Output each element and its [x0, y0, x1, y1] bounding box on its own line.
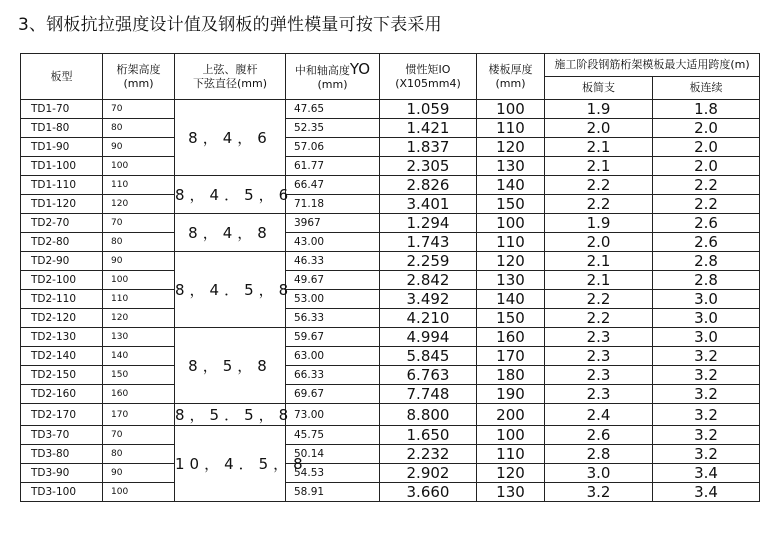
thickness-cell: 120: [477, 252, 545, 271]
table-row: [21, 157, 760, 176]
inertia-cell: 2.842: [380, 271, 477, 290]
truss-height-cell: 170: [103, 404, 175, 426]
continuous-span-cell: 3.0: [653, 328, 760, 347]
neutral-axis-cell: 58.91: [286, 483, 380, 502]
continuous-span-cell: 2.6: [653, 214, 760, 233]
model-cell: TD1-110: [21, 176, 103, 195]
truss-height-cell: 100: [103, 483, 175, 502]
inertia-cell: 6.763: [380, 366, 477, 385]
truss-height-cell: 120: [103, 309, 175, 328]
model-cell: TD2-160: [21, 385, 103, 404]
continuous-span-cell: 3.2: [653, 347, 760, 366]
continuous-span-cell: 3.2: [653, 366, 760, 385]
truss-height-cell: 110: [103, 290, 175, 309]
inertia-cell: 2.826: [380, 176, 477, 195]
neutral-axis-cell: 43.00: [286, 233, 380, 252]
model-cell: TD3-90: [21, 464, 103, 483]
neutral-axis-cell: 61.77: [286, 157, 380, 176]
truss-height-cell: 70: [103, 426, 175, 445]
truss-height-cell: 80: [103, 119, 175, 138]
simple-span-cell: 2.3: [545, 347, 653, 366]
header-thickness-unit: (mm): [495, 76, 526, 90]
model-cell: TD2-90: [21, 252, 103, 271]
thickness-cell: 160: [477, 328, 545, 347]
truss-height-cell: 140: [103, 347, 175, 366]
diameter-cell: 8，4．5，6: [175, 176, 286, 214]
inertia-cell: 5.845: [380, 347, 477, 366]
truss-height-cell: 130: [103, 328, 175, 347]
model-cell: TD2-70: [21, 214, 103, 233]
continuous-span-cell: 2.0: [653, 138, 760, 157]
table-row: [21, 119, 760, 138]
header-thickness-label: 楼板厚度: [488, 62, 533, 76]
inertia-cell: 3.660: [380, 483, 477, 502]
simple-span-cell: 2.2: [545, 195, 653, 214]
continuous-span-cell: 3.2: [653, 404, 760, 426]
inertia-cell: 2.902: [380, 464, 477, 483]
neutral-axis-cell: 66.47: [286, 176, 380, 195]
truss-height-cell: 100: [103, 157, 175, 176]
diameter-cell: 10，4．5，8: [175, 426, 286, 502]
truss-height-cell: 160: [103, 385, 175, 404]
thickness-cell: 100: [477, 426, 545, 445]
model-cell: TD1-120: [21, 195, 103, 214]
header-simple-support: 板简支: [545, 77, 653, 100]
thickness-cell: 130: [477, 157, 545, 176]
table-row: [21, 176, 760, 195]
header-y0-symbol: YO: [349, 59, 371, 78]
thickness-cell: 100: [477, 100, 545, 119]
truss-height-cell: 70: [103, 100, 175, 119]
table-row: [21, 483, 760, 502]
inertia-cell: 1.294: [380, 214, 477, 233]
simple-span-cell: 2.2: [545, 309, 653, 328]
continuous-span-cell: 2.0: [653, 119, 760, 138]
truss-height-cell: 90: [103, 252, 175, 271]
neutral-axis-cell: 71.18: [286, 195, 380, 214]
simple-span-cell: 2.8: [545, 445, 653, 464]
table-row: [21, 445, 760, 464]
continuous-span-cell: 3.2: [653, 426, 760, 445]
inertia-cell: 1.650: [380, 426, 477, 445]
header-truss-height: [103, 54, 175, 100]
model-cell: TD1-70: [21, 100, 103, 119]
truss-height-cell: 70: [103, 214, 175, 233]
neutral-axis-cell: 69.67: [286, 385, 380, 404]
continuous-span-cell: 3.4: [653, 464, 760, 483]
simple-span-cell: 2.0: [545, 119, 653, 138]
neutral-axis-cell: 49.67: [286, 271, 380, 290]
table-row: [21, 138, 760, 157]
table-row: [21, 214, 760, 233]
model-cell: TD3-100: [21, 483, 103, 502]
diameter-cell: 8，5，8: [175, 328, 286, 404]
table-row: [21, 309, 760, 328]
table-row: [21, 233, 760, 252]
neutral-axis-cell: 73.00: [286, 404, 380, 426]
simple-span-cell: 3.0: [545, 464, 653, 483]
neutral-axis-cell: 46.33: [286, 252, 380, 271]
continuous-span-cell: 2.2: [653, 176, 760, 195]
header-diameter: [175, 54, 286, 100]
continuous-span-cell: 2.2: [653, 195, 760, 214]
neutral-axis-cell: 47.65: [286, 100, 380, 119]
neutral-axis-cell: 3967: [286, 214, 380, 233]
continuous-span-cell: 2.6: [653, 233, 760, 252]
diameter-cell: 8，5．5，8: [175, 404, 286, 426]
truss-height-cell: 90: [103, 138, 175, 157]
inertia-cell: 2.305: [380, 157, 477, 176]
simple-span-cell: 2.3: [545, 385, 653, 404]
table-row: [21, 464, 760, 483]
table-row: [21, 385, 760, 404]
model-cell: TD2-80: [21, 233, 103, 252]
table-row: [21, 100, 760, 119]
thickness-cell: 200: [477, 404, 545, 426]
thickness-cell: 150: [477, 309, 545, 328]
continuous-span-cell: 3.0: [653, 309, 760, 328]
header-truss-height-unit: (mm): [123, 76, 154, 90]
thickness-cell: 120: [477, 138, 545, 157]
neutral-axis-cell: 54.53: [286, 464, 380, 483]
thickness-cell: 140: [477, 176, 545, 195]
simple-span-cell: 2.1: [545, 157, 653, 176]
neutral-axis-cell: 63.00: [286, 347, 380, 366]
table-row: [21, 271, 760, 290]
simple-span-cell: 2.2: [545, 290, 653, 309]
simple-span-cell: 2.1: [545, 252, 653, 271]
simple-span-cell: 2.1: [545, 138, 653, 157]
model-cell: TD3-70: [21, 426, 103, 445]
table-row: [21, 252, 760, 271]
diameter-cell: 8，4．5，8: [175, 252, 286, 328]
table-row: [21, 290, 760, 309]
model-cell: TD2-140: [21, 347, 103, 366]
thickness-cell: 110: [477, 119, 545, 138]
inertia-cell: 1.059: [380, 100, 477, 119]
inertia-cell: 1.743: [380, 233, 477, 252]
neutral-axis-cell: 66.33: [286, 366, 380, 385]
table-row: [21, 366, 760, 385]
continuous-span-cell: 3.2: [653, 385, 760, 404]
model-cell: TD2-150: [21, 366, 103, 385]
thickness-cell: 120: [477, 464, 545, 483]
model-cell: TD1-80: [21, 119, 103, 138]
diameter-cell: 8，4，6: [175, 100, 286, 176]
inertia-cell: 4.994: [380, 328, 477, 347]
truss-height-cell: 80: [103, 233, 175, 252]
simple-span-cell: 2.3: [545, 366, 653, 385]
continuous-span-cell: 3.2: [653, 445, 760, 464]
thickness-cell: 140: [477, 290, 545, 309]
header-thickness: [477, 54, 545, 100]
simple-span-cell: 1.9: [545, 214, 653, 233]
thickness-cell: 110: [477, 445, 545, 464]
table-row: [21, 328, 760, 347]
header-inertia-label: 惯性矩IO: [405, 62, 451, 76]
simple-span-cell: 2.1: [545, 271, 653, 290]
inertia-cell: 1.837: [380, 138, 477, 157]
table-row: [21, 426, 760, 445]
thickness-cell: 150: [477, 195, 545, 214]
inertia-cell: 2.259: [380, 252, 477, 271]
neutral-axis-cell: 59.67: [286, 328, 380, 347]
header-max-span: 施工阶段钢筋桁架模板最大适用跨度(m): [545, 54, 760, 77]
simple-span-cell: 1.9: [545, 100, 653, 119]
simple-span-cell: 2.6: [545, 426, 653, 445]
header-model: 板型: [21, 54, 103, 100]
continuous-span-cell: 3.4: [653, 483, 760, 502]
truss-height-cell: 100: [103, 271, 175, 290]
inertia-cell: 3.401: [380, 195, 477, 214]
thickness-cell: 190: [477, 385, 545, 404]
table-row: [21, 195, 760, 214]
thickness-cell: 100: [477, 214, 545, 233]
model-cell: TD1-100: [21, 157, 103, 176]
truss-height-cell: 80: [103, 445, 175, 464]
header-diameter-line1: 上弦、腹杆: [202, 62, 258, 76]
header-inertia-unit: (X105mm4): [395, 76, 461, 90]
neutral-axis-cell: 50.14: [286, 445, 380, 464]
truss-height-cell: 90: [103, 464, 175, 483]
header-neutral-axis: [286, 54, 380, 100]
thickness-cell: 170: [477, 347, 545, 366]
model-cell: TD2-130: [21, 328, 103, 347]
continuous-span-cell: 2.0: [653, 157, 760, 176]
simple-span-cell: 3.2: [545, 483, 653, 502]
header-truss-height-label: 桁架高度: [116, 62, 161, 76]
inertia-cell: 8.800: [380, 404, 477, 426]
truss-height-cell: 120: [103, 195, 175, 214]
header-inertia: [380, 54, 477, 100]
header-diameter-line2: 下弦直径(mm): [192, 76, 267, 90]
thickness-cell: 130: [477, 271, 545, 290]
document-title: 3、钢板抗拉强度设计值及钢板的弹性模量可按下表采用: [18, 15, 442, 35]
spec-table: [20, 53, 760, 502]
neutral-axis-cell: 52.35: [286, 119, 380, 138]
inertia-cell: 2.232: [380, 445, 477, 464]
model-cell: TD3-80: [21, 445, 103, 464]
truss-height-cell: 110: [103, 176, 175, 195]
simple-span-cell: 2.2: [545, 176, 653, 195]
header-y0-unit: (mm): [317, 77, 348, 91]
model-cell: TD2-170: [21, 404, 103, 426]
neutral-axis-cell: 56.33: [286, 309, 380, 328]
header-y0-label: 中和轴高度: [294, 63, 350, 77]
model-cell: TD2-100: [21, 271, 103, 290]
simple-span-cell: 2.0: [545, 233, 653, 252]
model-cell: TD2-110: [21, 290, 103, 309]
table-row: [21, 404, 760, 426]
simple-span-cell: 2.4: [545, 404, 653, 426]
inertia-cell: 4.210: [380, 309, 477, 328]
inertia-cell: 1.421: [380, 119, 477, 138]
table-row: [21, 347, 760, 366]
model-cell: TD1-90: [21, 138, 103, 157]
diameter-cell: 8，4，8: [175, 214, 286, 252]
continuous-span-cell: 2.8: [653, 271, 760, 290]
neutral-axis-cell: 45.75: [286, 426, 380, 445]
continuous-span-cell: 1.8: [653, 100, 760, 119]
model-cell: TD2-120: [21, 309, 103, 328]
header-continuous: 板连续: [653, 77, 760, 100]
continuous-span-cell: 3.0: [653, 290, 760, 309]
truss-height-cell: 150: [103, 366, 175, 385]
inertia-cell: 7.748: [380, 385, 477, 404]
inertia-cell: 3.492: [380, 290, 477, 309]
neutral-axis-cell: 53.00: [286, 290, 380, 309]
neutral-axis-cell: 57.06: [286, 138, 380, 157]
continuous-span-cell: 2.8: [653, 252, 760, 271]
thickness-cell: 130: [477, 483, 545, 502]
thickness-cell: 110: [477, 233, 545, 252]
thickness-cell: 180: [477, 366, 545, 385]
simple-span-cell: 2.3: [545, 328, 653, 347]
